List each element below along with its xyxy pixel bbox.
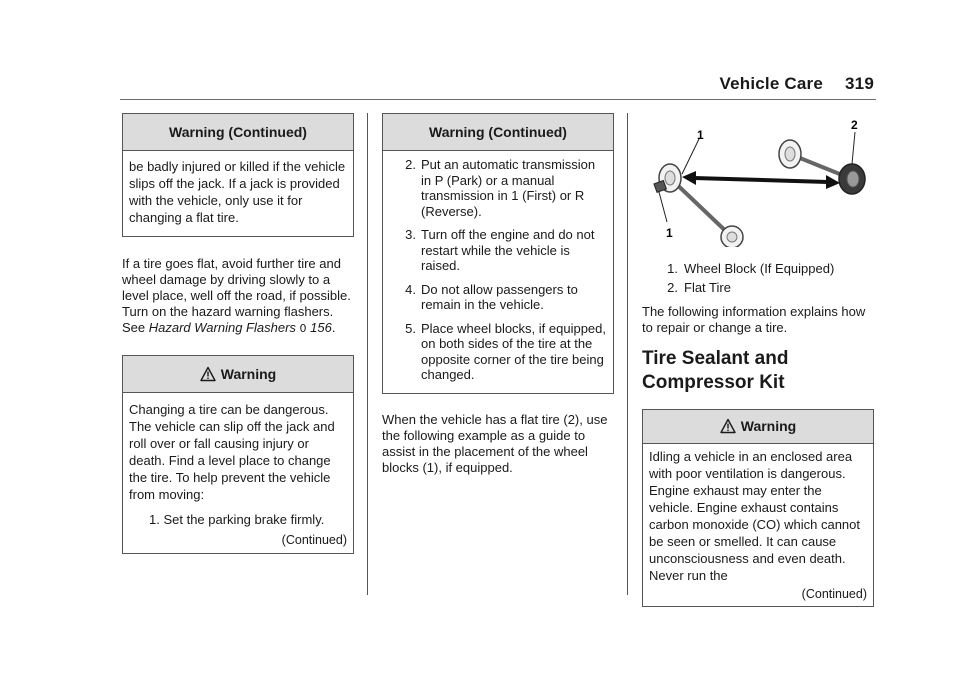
warning-box-body [123,151,353,236]
continued-label: (Continued) [281,533,347,547]
intro-paragraph: The following information explains how to repair or change a tire. [642,304,866,335]
wheel-block-diagram [642,112,874,247]
warning-step [383,282,607,313]
warning-box [122,355,354,554]
paragraph-text: If a tire goes flat, avoid further tire and wheel damage by driving slowly to a level place, well off the road, if possible. Turn on the hazard warning flashers. See [122,256,351,335]
warning-box [642,409,874,607]
warning-box-body [383,151,613,393]
caption-text: Wheel Block (If Equipped) [684,261,835,276]
wheel-hub [727,232,737,242]
figure-caption-list [642,259,874,297]
step-text: Do not allow passengers to remain in the vehicle. [421,281,578,312]
step-text: Put an automatic transmission in P (Park) or a manual transmission in 1 (First) or R (Reverse). [421,157,596,219]
wheel-block-paragraph: When the vehicle has a flat tire (2), use the following example as a guide to assist in the placement of the wheel blocks (1), if equipped. [382,411,608,475]
warning-continued-box [122,113,354,237]
step-number: 4. [405,281,416,297]
wheel-hub [665,171,675,185]
flat-tire-paragraph [122,256,354,337]
step-text: Turn off the engine and do not restart while the vehicle is raised. [421,227,595,273]
caption-text: Flat Tire [684,280,731,295]
caption-item [642,259,874,278]
warning-step: 1. Set the parking brake firmly. [149,512,325,527]
callout-label: 2 [851,118,858,132]
warning-box-title: Warning (Continued) [383,114,613,151]
section-heading [642,347,874,395]
column-3 [642,112,874,607]
caption-number: 1. [667,261,678,276]
leader-line [852,132,855,164]
cross-reference-link[interactable]: Hazard Warning Flashers [148,320,296,335]
warning-box-body [643,444,873,606]
column-divider [627,113,628,595]
callout-label: 1 [697,128,704,142]
diagonal-arrow [694,178,828,182]
warning-box-header [123,356,353,393]
warning-box-header [643,410,873,444]
caption-number: 2. [667,280,678,295]
column-1 [122,113,354,554]
page-reference-icon: 0 [299,322,307,335]
page-header [720,74,875,94]
leader-line [659,192,667,222]
step-number: 3. [405,227,416,242]
column-2 [382,113,614,476]
column-divider [367,113,368,595]
reference-page[interactable]: 156 [310,320,332,335]
step-number: 2. [405,157,416,172]
warning-step [383,227,607,274]
caption-item [642,278,874,297]
warning-text: Idling a vehicle in an enclosed area with poor ventilation is dangerous. Engine exhaust may enter the vehicle. Engine exhaust contains carbon monoxide (CO) which cannot be seen or smelled. It can cause unconsciousness and even death. Never run the [649,449,860,583]
warning-text: Changing a tire can be dangerous. The vehicle can slip off the jack and roll over or fall causing injury or death. Find a level place to change the tire. To help prevent the vehicle from moving: [129,402,335,502]
section-title-line: Compressor Kit [642,372,785,393]
header-rule [120,99,876,100]
warning-continued-box [382,113,614,394]
leader-line [682,139,699,174]
warning-triangle-icon [720,418,736,434]
warning-box-title: Warning [220,366,277,382]
wheel-hub [847,171,859,187]
warning-text: be badly injured or killed if the vehicle slips off the jack. If a jack is provided with the vehicle, only use it for changing a flat tire. [129,159,346,225]
arrow-head-right [826,175,840,189]
arrow-head-left [682,171,696,185]
section-title: Vehicle Care [719,74,824,93]
period: . [331,320,336,335]
page-number: 319 [845,74,874,93]
warning-step [383,157,607,219]
wheel-hub [785,147,795,161]
step-text: Place wheel blocks, if equipped, on both sides of the tire at the opposite corner of the tire being changed. [421,320,607,382]
warning-box-body [123,393,353,553]
callout-label: 1 [666,226,673,240]
continued-label: (Continued) [801,587,867,601]
warning-triangle-icon [200,366,216,382]
section-title-line: Tire Sealant and [642,348,789,369]
step-number: 5. [405,320,416,336]
warning-box-title: Warning (Continued) [123,114,353,151]
warning-step [383,321,607,383]
warning-box-title: Warning [740,418,797,434]
